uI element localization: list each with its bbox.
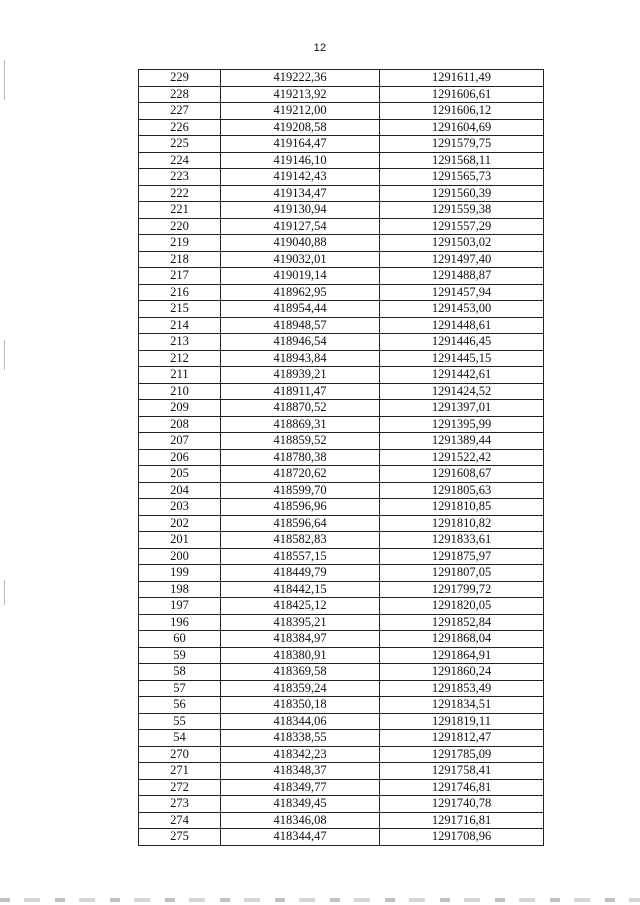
margin-mark <box>4 340 5 370</box>
x-coordinate-cell: 419213,92 <box>221 86 380 103</box>
point-number-cell: 207 <box>139 433 221 450</box>
x-coordinate-cell: 418442,15 <box>221 581 380 598</box>
point-number-cell: 200 <box>139 548 221 565</box>
y-coordinate-cell: 1291503,02 <box>380 235 544 252</box>
x-coordinate-cell: 418557,15 <box>221 548 380 565</box>
y-coordinate-cell: 1291864,91 <box>380 647 544 664</box>
x-coordinate-cell: 418350,18 <box>221 697 380 714</box>
table-row <box>139 829 544 846</box>
margin-mark <box>4 60 5 100</box>
x-coordinate-cell: 418962,95 <box>221 284 380 301</box>
y-coordinate-cell: 1291820,05 <box>380 598 544 615</box>
table-row <box>139 796 544 813</box>
y-coordinate-cell: 1291810,82 <box>380 515 544 532</box>
y-coordinate-cell: 1291740,78 <box>380 796 544 813</box>
x-coordinate-cell: 419142,43 <box>221 169 380 186</box>
point-number-cell: 215 <box>139 301 221 318</box>
x-coordinate-cell: 418870,52 <box>221 400 380 417</box>
point-number-cell: 209 <box>139 400 221 417</box>
point-number-cell: 199 <box>139 565 221 582</box>
table-row <box>139 449 544 466</box>
point-number-cell: 205 <box>139 466 221 483</box>
point-number-cell: 58 <box>139 664 221 681</box>
point-number-cell: 222 <box>139 185 221 202</box>
table-row <box>139 136 544 153</box>
y-coordinate-cell: 1291606,12 <box>380 103 544 120</box>
table-row <box>139 416 544 433</box>
point-number-cell: 198 <box>139 581 221 598</box>
x-coordinate-cell: 419208,58 <box>221 119 380 136</box>
point-number-cell: 217 <box>139 268 221 285</box>
x-coordinate-cell: 419164,47 <box>221 136 380 153</box>
point-number-cell: 56 <box>139 697 221 714</box>
table-row <box>139 350 544 367</box>
x-coordinate-cell: 418911,47 <box>221 383 380 400</box>
point-number-cell: 210 <box>139 383 221 400</box>
table-row <box>139 202 544 219</box>
y-coordinate-cell: 1291810,85 <box>380 499 544 516</box>
x-coordinate-cell: 418380,91 <box>221 647 380 664</box>
table-row <box>139 284 544 301</box>
y-coordinate-cell: 1291557,29 <box>380 218 544 235</box>
y-coordinate-cell: 1291560,39 <box>380 185 544 202</box>
point-number-cell: 60 <box>139 631 221 648</box>
point-number-cell: 55 <box>139 713 221 730</box>
x-coordinate-cell: 418344,06 <box>221 713 380 730</box>
x-coordinate-cell: 418369,58 <box>221 664 380 681</box>
x-coordinate-cell: 419127,54 <box>221 218 380 235</box>
x-coordinate-cell: 418346,08 <box>221 812 380 829</box>
point-number-cell: 196 <box>139 614 221 631</box>
point-number-cell: 224 <box>139 152 221 169</box>
y-coordinate-cell: 1291875,97 <box>380 548 544 565</box>
table-row <box>139 730 544 747</box>
y-coordinate-cell: 1291522,42 <box>380 449 544 466</box>
y-coordinate-cell: 1291799,72 <box>380 581 544 598</box>
margin-mark <box>4 580 5 605</box>
x-coordinate-cell: 418939,21 <box>221 367 380 384</box>
table-row <box>139 515 544 532</box>
y-coordinate-cell: 1291579,75 <box>380 136 544 153</box>
y-coordinate-cell: 1291868,04 <box>380 631 544 648</box>
y-coordinate-cell: 1291559,38 <box>380 202 544 219</box>
y-coordinate-cell: 1291389,44 <box>380 433 544 450</box>
y-coordinate-cell: 1291819,11 <box>380 713 544 730</box>
x-coordinate-cell: 418348,37 <box>221 763 380 780</box>
point-number-cell: 213 <box>139 334 221 351</box>
x-coordinate-cell: 418344,47 <box>221 829 380 846</box>
x-coordinate-cell: 418599,70 <box>221 482 380 499</box>
table-row <box>139 548 544 565</box>
table-row <box>139 251 544 268</box>
point-number-cell: 270 <box>139 746 221 763</box>
x-coordinate-cell: 418780,38 <box>221 449 380 466</box>
x-coordinate-cell: 418425,12 <box>221 598 380 615</box>
y-coordinate-cell: 1291453,00 <box>380 301 544 318</box>
x-coordinate-cell: 419134,47 <box>221 185 380 202</box>
y-coordinate-cell: 1291834,51 <box>380 697 544 714</box>
table-row <box>139 383 544 400</box>
y-coordinate-cell: 1291448,61 <box>380 317 544 334</box>
table-row <box>139 103 544 120</box>
x-coordinate-cell: 419032,01 <box>221 251 380 268</box>
point-number-cell: 208 <box>139 416 221 433</box>
table-row <box>139 334 544 351</box>
y-coordinate-cell: 1291852,84 <box>380 614 544 631</box>
y-coordinate-cell: 1291397,01 <box>380 400 544 417</box>
table-row <box>139 169 544 186</box>
x-coordinate-cell: 419222,36 <box>221 70 380 87</box>
coordinates-table-body <box>139 70 544 846</box>
point-number-cell: 227 <box>139 103 221 120</box>
y-coordinate-cell: 1291497,40 <box>380 251 544 268</box>
point-number-cell: 226 <box>139 119 221 136</box>
point-number-cell: 206 <box>139 449 221 466</box>
y-coordinate-cell: 1291608,67 <box>380 466 544 483</box>
table-row <box>139 367 544 384</box>
point-number-cell: 229 <box>139 70 221 87</box>
y-coordinate-cell: 1291568,11 <box>380 152 544 169</box>
table-row <box>139 400 544 417</box>
point-number-cell: 273 <box>139 796 221 813</box>
coordinates-table <box>138 69 544 846</box>
x-coordinate-cell: 418954,44 <box>221 301 380 318</box>
point-number-cell: 197 <box>139 598 221 615</box>
y-coordinate-cell: 1291807,05 <box>380 565 544 582</box>
point-number-cell: 211 <box>139 367 221 384</box>
y-coordinate-cell: 1291708,96 <box>380 829 544 846</box>
point-number-cell: 271 <box>139 763 221 780</box>
x-coordinate-cell: 419040,88 <box>221 235 380 252</box>
y-coordinate-cell: 1291488,87 <box>380 268 544 285</box>
x-coordinate-cell: 418596,96 <box>221 499 380 516</box>
y-coordinate-cell: 1291853,49 <box>380 680 544 697</box>
table-row <box>139 317 544 334</box>
table-row <box>139 647 544 664</box>
point-number-cell: 223 <box>139 169 221 186</box>
x-coordinate-cell: 419146,10 <box>221 152 380 169</box>
table-row <box>139 565 544 582</box>
table-row <box>139 86 544 103</box>
y-coordinate-cell: 1291424,52 <box>380 383 544 400</box>
y-coordinate-cell: 1291785,09 <box>380 746 544 763</box>
scan-edge-residue <box>0 898 640 902</box>
table-row <box>139 499 544 516</box>
page-number: 12 <box>313 42 327 54</box>
y-coordinate-cell: 1291860,24 <box>380 664 544 681</box>
x-coordinate-cell: 418948,57 <box>221 317 380 334</box>
table-row <box>139 152 544 169</box>
y-coordinate-cell: 1291442,61 <box>380 367 544 384</box>
point-number-cell: 219 <box>139 235 221 252</box>
y-coordinate-cell: 1291446,45 <box>380 334 544 351</box>
y-coordinate-cell: 1291457,94 <box>380 284 544 301</box>
x-coordinate-cell: 418946,54 <box>221 334 380 351</box>
y-coordinate-cell: 1291833,61 <box>380 532 544 549</box>
point-number-cell: 204 <box>139 482 221 499</box>
y-coordinate-cell: 1291604,69 <box>380 119 544 136</box>
point-number-cell: 214 <box>139 317 221 334</box>
x-coordinate-cell: 418349,77 <box>221 779 380 796</box>
table-row <box>139 631 544 648</box>
x-coordinate-cell: 418359,24 <box>221 680 380 697</box>
point-number-cell: 228 <box>139 86 221 103</box>
y-coordinate-cell: 1291805,63 <box>380 482 544 499</box>
x-coordinate-cell: 418338,55 <box>221 730 380 747</box>
point-number-cell: 54 <box>139 730 221 747</box>
y-coordinate-cell: 1291395,99 <box>380 416 544 433</box>
point-number-cell: 274 <box>139 812 221 829</box>
table-row <box>139 70 544 87</box>
y-coordinate-cell: 1291746,81 <box>380 779 544 796</box>
table-row <box>139 614 544 631</box>
point-number-cell: 201 <box>139 532 221 549</box>
table-row <box>139 301 544 318</box>
x-coordinate-cell: 418596,64 <box>221 515 380 532</box>
table-row <box>139 119 544 136</box>
table-row <box>139 713 544 730</box>
point-number-cell: 272 <box>139 779 221 796</box>
table-row <box>139 812 544 829</box>
table-row <box>139 598 544 615</box>
x-coordinate-cell: 418384,97 <box>221 631 380 648</box>
table-row <box>139 763 544 780</box>
y-coordinate-cell: 1291565,73 <box>380 169 544 186</box>
point-number-cell: 216 <box>139 284 221 301</box>
point-number-cell: 59 <box>139 647 221 664</box>
table-row <box>139 185 544 202</box>
table-row <box>139 581 544 598</box>
x-coordinate-cell: 418582,83 <box>221 532 380 549</box>
x-coordinate-cell: 418869,31 <box>221 416 380 433</box>
point-number-cell: 225 <box>139 136 221 153</box>
x-coordinate-cell: 418342,23 <box>221 746 380 763</box>
x-coordinate-cell: 418449,79 <box>221 565 380 582</box>
y-coordinate-cell: 1291611,49 <box>380 70 544 87</box>
y-coordinate-cell: 1291716,81 <box>380 812 544 829</box>
table-row <box>139 664 544 681</box>
table-row <box>139 466 544 483</box>
table-row <box>139 779 544 796</box>
table-row <box>139 235 544 252</box>
x-coordinate-cell: 418395,21 <box>221 614 380 631</box>
point-number-cell: 220 <box>139 218 221 235</box>
x-coordinate-cell: 418720,62 <box>221 466 380 483</box>
table-row <box>139 532 544 549</box>
x-coordinate-cell: 419019,14 <box>221 268 380 285</box>
x-coordinate-cell: 418349,45 <box>221 796 380 813</box>
point-number-cell: 212 <box>139 350 221 367</box>
point-number-cell: 275 <box>139 829 221 846</box>
point-number-cell: 203 <box>139 499 221 516</box>
table-row <box>139 218 544 235</box>
point-number-cell: 202 <box>139 515 221 532</box>
x-coordinate-cell: 418859,52 <box>221 433 380 450</box>
y-coordinate-cell: 1291445,15 <box>380 350 544 367</box>
table-row <box>139 268 544 285</box>
y-coordinate-cell: 1291606,61 <box>380 86 544 103</box>
x-coordinate-cell: 418943,84 <box>221 350 380 367</box>
table-row <box>139 482 544 499</box>
table-row <box>139 680 544 697</box>
table-row <box>139 433 544 450</box>
table-row <box>139 746 544 763</box>
point-number-cell: 218 <box>139 251 221 268</box>
point-number-cell: 57 <box>139 680 221 697</box>
x-coordinate-cell: 419212,00 <box>221 103 380 120</box>
y-coordinate-cell: 1291812,47 <box>380 730 544 747</box>
x-coordinate-cell: 419130,94 <box>221 202 380 219</box>
y-coordinate-cell: 1291758,41 <box>380 763 544 780</box>
point-number-cell: 221 <box>139 202 221 219</box>
table-row <box>139 697 544 714</box>
